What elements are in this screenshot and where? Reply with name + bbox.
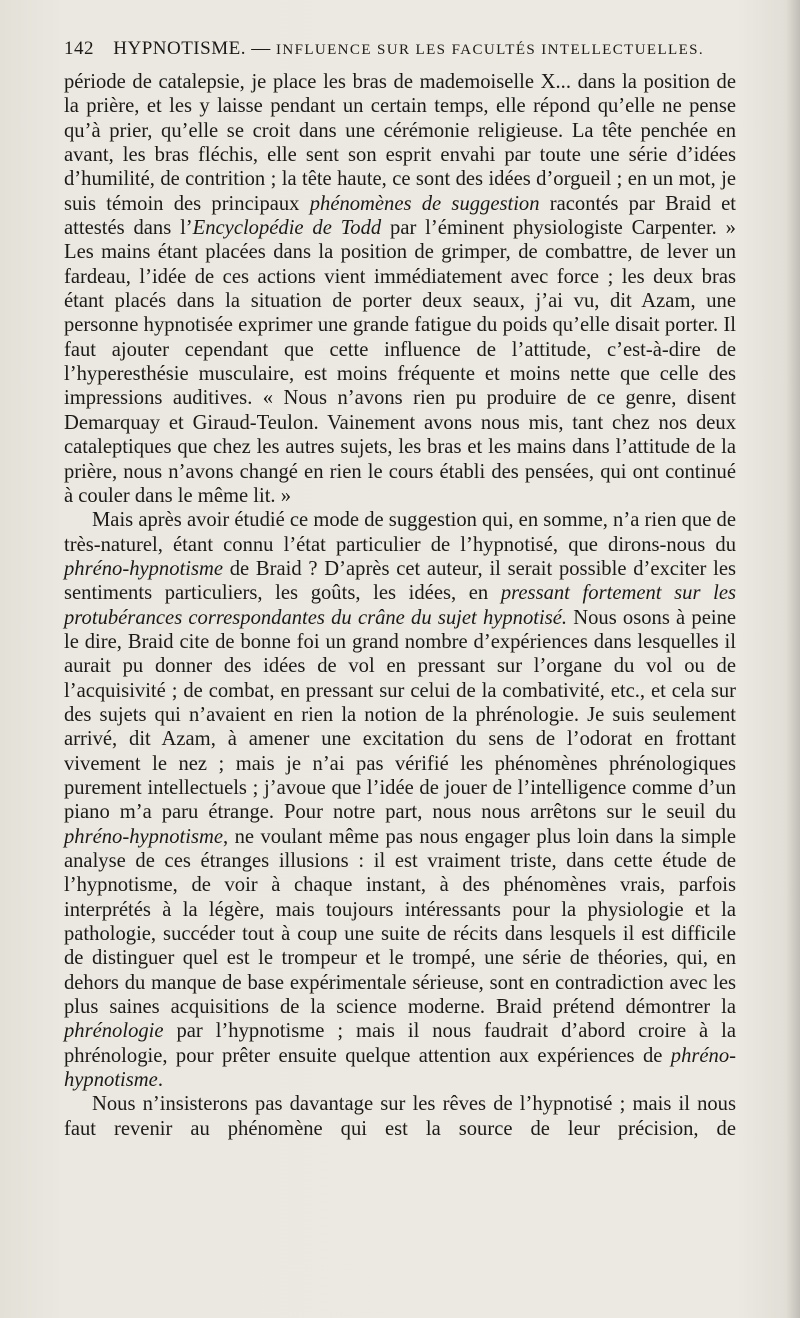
text-run: Mais après avoir étudié ce mode de suggestion qui, en somme, n’a rien que de très-naturel, étant connu l’état particulier de l’hypnotisé, que dirons-nous du	[64, 509, 736, 556]
header-dash: —	[251, 38, 271, 59]
text-run: .	[157, 1069, 163, 1092]
text-run: par l’éminent physiologiste Carpenter. » Les mains étant placées dans la position de grimper, de combattre, de lever un fardeau, l’idée de ces actions vient immédiatement avec force ; les deux bras étant placés dans la situation de porter deux seaux, j’ai vu, dit Azam, une personne hypnotisée exprimer une grande fatigue du poids qu’elle disait porter. Il faut ajouter cependant que cette influence de l’attitude, c’est-à-dire de l’hyperesthésie musculaire, est moins fréquente et moins nette que celle des impressions auditives. « Nous n’avons rien pu produire de ce genre, disent Demarquay et Giraud-Teulon. Vainement avons nous mis, tant chez nos deux cataleptiques que chez les autres sujets, les bras et les mains dans l’attitude de la prière, nous n’avons changé en rien le cours établi des pensées, qui ont continué à couler dans le même lit. »	[64, 217, 736, 507]
book-title: HYPNOTISME.	[113, 38, 246, 59]
text-run: période de catalepsie, je place les bras de mademoiselle X... dans la position de la prière, et les y laisse pendant un certain temps, elle répond qu’elle ne pense qu’à prier, qu’elle se croit dans une cérémonie religieuse. La tête penchée en avant, les bras fléchis, elle sent son esprit envahi par toute une série d’idées d’humilité, de contrition ; la tête haute, ce sont des idées d’orgueil ; en un mot, je suis témoin des principaux	[64, 71, 736, 215]
italic-text: phrénologie	[64, 1020, 164, 1043]
page-edge-shadow	[786, 0, 800, 1318]
text-run: , ne voulant même pas nous engager plus loin dans la simple analyse de ces étranges illusions : il est vraiment triste, dans cette étude de l’hypnotisme, de voir à chaque instant, à des phénomènes vrais, parfois interprétés à la légère, mais toujours intéressants pour la physiologie et la pathologie, succéder tout à coup une suite de récits dans lesquels il est difficile de distinguer quel est le trompeur et le trompé, une série de théories, qui, en dehors du manque de base expérimentale sérieuse, sont en contradiction avec les plus saines acquisitions de la science moderne. Braid prétend démontrer la	[64, 825, 736, 1019]
paragraph	[64, 1092, 736, 1141]
italic-text: phréno-hypnotisme	[64, 557, 223, 580]
italic-text: phréno-hypnotisme	[64, 825, 223, 848]
text-run: racontés par Braid et attestés dans l’	[64, 192, 737, 240]
running-header	[64, 38, 704, 60]
paragraph	[64, 70, 736, 508]
text-run: par l’hypnotisme ; mais il nous faudrait d’abord croire à la phrénologie, pour prêter ensuite quelque attention aux expériences de	[64, 1020, 736, 1067]
paragraph	[64, 508, 736, 1092]
italic-text: phréno-hypnotisme	[64, 1044, 736, 1092]
italic-text: pressant fortement sur les protubérances correspondantes du crâne du sujet hypnotisé.	[64, 582, 736, 629]
text-run: de Braid ? D’après cet auteur, il serait possible d’exciter les sentiments particuliers, les goûts, les idées, en	[64, 557, 736, 605]
text-run: Nous n’insisterons pas davantage sur les rêves de l’hypnotisé ; mais il nous faut revenir au phénomène qui est la source de leur précision, de	[64, 1093, 736, 1140]
body-text	[64, 70, 736, 1141]
italic-text: Encyclopédie de Todd	[192, 217, 382, 240]
italic-text: phénomènes de suggestion	[309, 192, 540, 215]
page-number: 142	[64, 38, 94, 59]
running-title: INFLUENCE SUR LES FACULTÉS INTELLECTUELLES.	[275, 42, 705, 58]
text-run: Nous osons à peine le dire, Braid cite de bonne foi un grand nombre d’expériences dans lesquelles il aurait pu donner des idées de vol en pressant sur l’organe du vol ou de l’acquisivité ; de combat, en pressant sur celui de la combativité, etc., et cela sur des sujets qui n’avaient en rien la notion de la phrénologie. Je suis seulement arrivé, dit Azam, à amener une excitation du sens de l’odorat en frottant vivement le nez ; mais je n’ai pas vérifié les phénomènes phrénologiques purement intellectuels ; j’avoue que l’idée de jouer de l’intelligence comme d’un piano m’a paru étrange. Pour notre part, nous nous arrêtons sur le seuil du	[64, 606, 737, 824]
